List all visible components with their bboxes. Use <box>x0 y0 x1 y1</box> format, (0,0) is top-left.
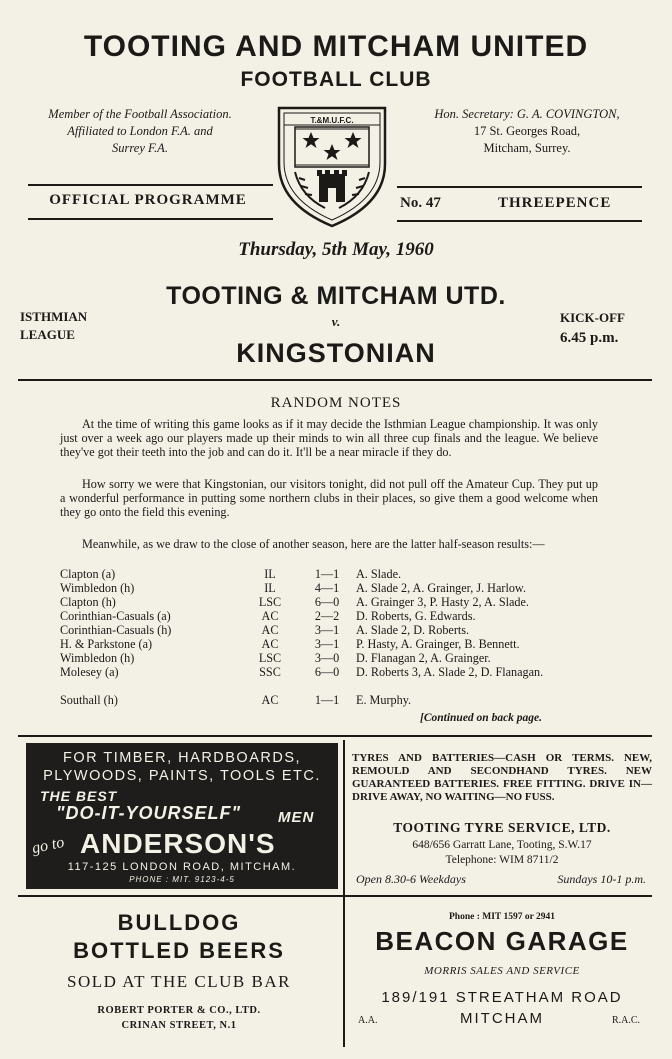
ad-phone: PHONE : MIT. 9123-4-5 <box>129 875 235 884</box>
divider <box>28 218 273 220</box>
result-opponent: Wimbledon (h) <box>60 581 135 595</box>
kickoff-time: 6.45 p.m. <box>560 330 619 346</box>
secretary-line: Hon. Secretary: G. A. COVINGTON, <box>434 107 620 121</box>
ad-men: MEN <box>278 809 315 826</box>
ad-line: PLYWOODS, PAINTS, TOOLS ETC. <box>43 768 321 784</box>
club-subtitle: FOOTBALL CLUB <box>240 68 432 91</box>
result-scorers: A. Slade. <box>356 567 402 581</box>
divider <box>28 184 273 186</box>
beacon-city: MITCHAM <box>460 1010 544 1027</box>
result-opponent: Clapton (a) <box>60 567 116 581</box>
association-line: Affiliated to London F.A. and <box>67 124 213 138</box>
result-opponent: Southall (h) <box>60 693 118 707</box>
competition-line: LEAGUE <box>20 327 75 342</box>
result-score: 3—1 <box>314 637 340 651</box>
andersons-ad <box>26 743 338 889</box>
ad-line: FOR TIMBER, HARDBOARDS, <box>62 750 302 766</box>
beacon-services: MORRIS SALES AND SERVICE <box>424 965 580 977</box>
match-date: Thursday, 5th May, 1960 <box>238 239 434 260</box>
tyre-hours <box>356 872 652 887</box>
tyre-company: TOOTING TYRE SERVICE, LTD. <box>393 820 611 835</box>
notes-title: RANDOM NOTES <box>270 395 402 411</box>
tyre-address: 648/656 Garratt Lane, Tooting, S.W.17 <box>412 839 592 851</box>
result-score: 2—2 <box>314 609 340 623</box>
notes-paragraph: At the time of writing this game looks as if it may decide the Isthmian League championship. It was only just over a week ago our players made up their minds to win all three cup finals and the league. We believe they've got their teeth into the job and can do it. It'll be a near miracle if they do. <box>60 417 598 459</box>
versus: v. <box>331 314 341 329</box>
ad-address: 117-125 LONDON ROAD, MITCHAM. <box>67 861 297 873</box>
programme-number: No. 47 <box>400 195 441 211</box>
tyre-phone: Telephone: WIM 8711/2 <box>445 854 559 866</box>
tyre-address-block <box>352 838 652 868</box>
ad-diy: "DO-IT-YOURSELF" <box>56 803 242 823</box>
bulldog-company-name: ROBERT PORTER & CO., LTD. <box>97 1005 261 1016</box>
result-opponent: Clapton (h) <box>60 595 116 609</box>
result-scorers: D. Flanagan 2, A. Grainger. <box>356 651 491 665</box>
competition-line: ISTHMIAN <box>20 309 88 324</box>
result-opponent: Wimbledon (h) <box>60 651 135 665</box>
beacon-name: BEACON GARAGE <box>375 926 629 956</box>
ad-the-best: THE BEST <box>40 788 118 804</box>
association-line: Surrey F.A. <box>112 141 168 155</box>
bulldog-street: CRINAN STREET, N.1 <box>121 1020 237 1031</box>
notes-paragraph: How sorry we were that Kingstonian, our visitors tonight, did not pull off the Amateur Cup. They put up a wonderful performance in putting some northern clubs in their places, so give them a good welcome when they go onto the field this evening. <box>60 477 598 519</box>
result-scorers: A. Slade 2, D. Roberts. <box>356 623 470 637</box>
result-scorers: P. Hasty, A. Grainger, B. Bennett. <box>356 637 520 651</box>
association-info <box>20 106 260 157</box>
programme-price: THREEPENCE <box>498 195 612 211</box>
ad-andersons-name: ANDERSON'S <box>80 828 276 859</box>
divider <box>18 895 652 897</box>
beacon-aa: A.A. <box>358 1015 378 1026</box>
result-competition: LSC <box>258 651 282 665</box>
divider <box>18 379 652 381</box>
result-scorers: A. Grainger 3, P. Hasty 2, A. Slade. <box>356 595 529 609</box>
result-opponent: Molesey (a) <box>60 665 119 679</box>
bulldog-subtitle: BOTTLED BEERS <box>73 938 285 963</box>
result-scorers: D. Roberts 3, A. Slade 2, D. Flanagan. <box>356 665 544 679</box>
crest-text: T.&M.U.F.C. <box>310 116 354 125</box>
secretary-info <box>392 106 662 157</box>
divider <box>397 186 642 188</box>
result-scorers: D. Roberts, G. Edwards. <box>356 609 476 623</box>
notes-paragraph: Meanwhile, as we draw to the close of another season, here are the latter half-season results:— <box>82 537 545 551</box>
result-opponent: H. & Parkstone (a) <box>60 637 153 651</box>
club-crest-icon <box>275 104 389 230</box>
result-competition: IL <box>264 581 276 595</box>
beacon-phone: Phone : MIT 1597 or 2941 <box>449 912 555 922</box>
result-opponent: Corinthian-Casuals (h) <box>60 623 172 637</box>
result-competition: AC <box>261 609 279 623</box>
result-score: 1—1 <box>314 693 340 707</box>
result-competition: LSC <box>258 595 282 609</box>
association-line: Member of the Football Association. <box>48 107 232 121</box>
tyre-hours-sundays: Sundays 10-1 p.m. <box>557 872 646 886</box>
ad-go-to: go to <box>30 833 66 858</box>
secretary-line: Mitcham, Surrey. <box>483 141 571 155</box>
club-name: TOOTING AND MITCHAM UNITED <box>83 30 589 63</box>
tyres-ad-text: TYRES AND BATTERIES—CASH OR TERMS. NEW, REMOULD AND SECONDHAND TYRES. NEW GUARANTEED BATTERIES. FREE FITTING. DRIVE IN—DRIVE AWAY, NO WAITING—NO FUSS. <box>352 752 652 803</box>
result-score: 6—0 <box>314 665 340 679</box>
bulldog-club-bar: SOLD AT THE CLUB BAR <box>67 972 291 991</box>
result-scorers: A. Slade 2, A. Grainger, J. Harlow. <box>356 581 526 595</box>
divider <box>397 220 642 222</box>
beacon-rac: R.A.C. <box>612 1015 641 1026</box>
bulldog-company <box>20 1003 338 1033</box>
kickoff-label: KICK-OFF <box>560 310 625 325</box>
result-score: 3—0 <box>314 651 340 665</box>
result-scorers: E. Murphy. <box>356 693 412 707</box>
result-competition: AC <box>261 637 279 651</box>
result-score: 1—1 <box>314 567 340 581</box>
bulldog-title: BULLDOG <box>117 910 241 935</box>
away-team: KINGSTONIAN <box>236 338 436 368</box>
result-opponent: Corinthian-Casuals (a) <box>60 609 171 623</box>
beacon-address: 189/191 STREATHAM ROAD <box>381 989 623 1006</box>
tyre-hours-weekdays: Open 8.30-6 Weekdays <box>356 872 466 886</box>
divider <box>18 735 652 737</box>
result-score: 4—1 <box>314 581 340 595</box>
divider <box>343 897 345 1047</box>
secretary-line: 17 St. Georges Road, <box>473 124 581 138</box>
result-score: 3—1 <box>314 623 340 637</box>
result-competition: IL <box>264 567 276 581</box>
divider <box>343 740 345 895</box>
result-score: 6—0 <box>314 595 340 609</box>
result-competition: AC <box>261 693 279 707</box>
continued-note: [Continued on back page. <box>420 712 543 724</box>
kickoff <box>560 308 625 348</box>
home-team: TOOTING & MITCHAM UTD. <box>166 282 506 310</box>
programme-label: OFFICIAL PROGRAMME <box>49 192 247 208</box>
result-competition: AC <box>261 623 279 637</box>
result-competition: SSC <box>259 665 281 679</box>
